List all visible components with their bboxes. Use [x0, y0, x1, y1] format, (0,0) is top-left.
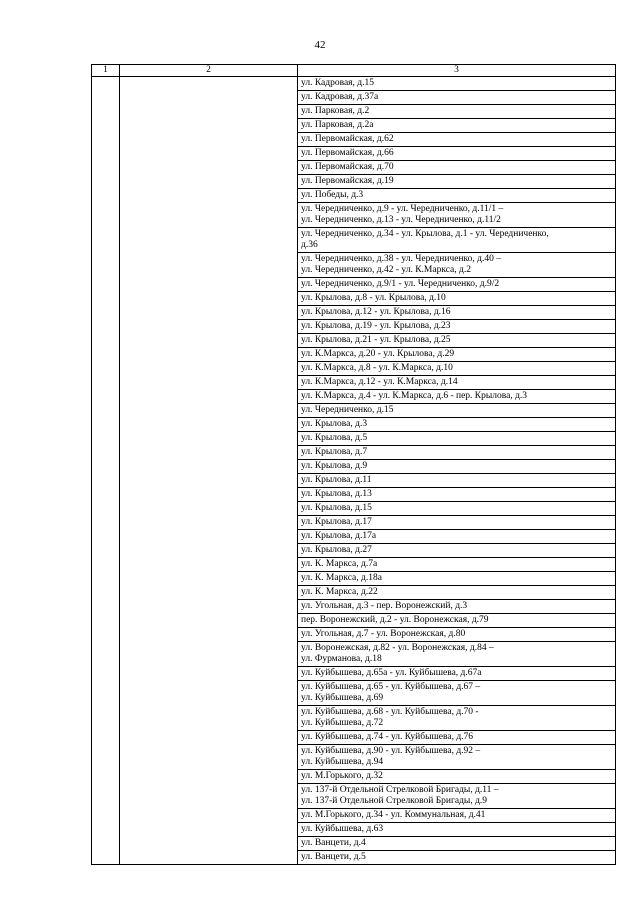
address-cell: [298, 544, 616, 558]
address-cell: [298, 731, 616, 745]
address-line: ул. Куйбышева, д.65 - ул. Куйбышева, д.67 –: [301, 682, 481, 692]
address-line: ул. Крылова, д.11: [301, 475, 372, 485]
address-line: ул. Парковая, д.2а: [301, 120, 374, 130]
address-line: ул. Первомайская, д.70: [301, 162, 394, 172]
address-line: ул. Куйбышева, д.94: [301, 757, 384, 767]
address-line: ул. 137-й Отдельной Стрелковой Бригады, д.11 –: [301, 785, 499, 795]
address-line: ул. Первомайская, д.62: [301, 134, 394, 144]
address-cell: [298, 189, 616, 203]
address-line: ул. Крылова, д.19 - ул. Крылова, д.23: [301, 321, 451, 331]
address-line: ул. Крылова, д.5: [301, 433, 368, 443]
address-cell: [298, 253, 616, 278]
address-line: ул. Победы, д.3: [301, 190, 364, 200]
address-cell: [298, 203, 616, 228]
address-line: ул. Куйбышева, д.69: [301, 693, 384, 703]
address-line: ул. К.Маркса, д.20 - ул. Крылова, д.29: [301, 349, 455, 359]
address-line: ул. Кадровая, д.37а: [301, 92, 379, 102]
address-cell: [298, 784, 616, 809]
address-cell: [298, 681, 616, 706]
address-line: ул. Чередниченко, д.9/1 - ул. Чередниченко, д.9/2: [301, 279, 500, 289]
address-line: ул. К.Маркса, д.12 - ул. К.Маркса, д.14: [301, 377, 458, 387]
address-cell: [298, 745, 616, 770]
address-line: ул. Куйбышева, д.68 - ул. Куйбышева, д.70 -: [301, 707, 479, 717]
address-cell: [298, 105, 616, 119]
address-cell: [298, 320, 616, 334]
address-cell: [298, 530, 616, 544]
address-line: ул. 137-й Отдельной Стрелковой Бригады, д.9: [301, 796, 488, 806]
address-cell: [298, 823, 616, 837]
address-line: ул. Крылова, д.17: [301, 517, 372, 527]
address-cell: [298, 614, 616, 628]
address-cell: [298, 432, 616, 446]
address-line: ул. Чередниченко, д.15: [301, 405, 394, 415]
address-line: ул. Крылова, д.15: [301, 503, 372, 513]
address-cell: [298, 628, 616, 642]
address-line: ул. Чередниченко, д.13 - ул. Чередниченко, д.11/2: [301, 215, 501, 225]
address-line: ул. Крылова, д.21 - ул. Крылова, д.25: [301, 335, 451, 345]
address-cell: [298, 770, 616, 784]
address-cell: [298, 175, 616, 189]
address-cell: [298, 292, 616, 306]
address-line: ул. Куйбышева, д.74 - ул. Куйбышева, д.76: [301, 732, 474, 742]
address-line: ул. Фурманова, д.18: [301, 654, 382, 664]
column-header-3: 3: [298, 65, 616, 77]
table-body: [92, 77, 616, 865]
address-line: ул. Крылова, д.7: [301, 447, 368, 457]
address-cell: [298, 348, 616, 362]
address-line: ул. Первомайская, д.19: [301, 176, 394, 186]
address-cell: [298, 837, 616, 851]
address-cell: [298, 390, 616, 404]
address-line: ул. Ванцети, д.5: [301, 852, 366, 862]
address-line: ул. Крылова, д.9: [301, 461, 368, 471]
address-cell: [298, 706, 616, 731]
address-line: ул. К. Маркса, д.18а: [301, 573, 382, 583]
address-cell: [298, 161, 616, 175]
address-line: ул. Крылова, д.8 - ул. Крылова, д.10: [301, 293, 446, 303]
address-cell: [298, 516, 616, 530]
address-table: [91, 64, 616, 865]
address-line: ул. К. Маркса, д.22: [301, 587, 378, 597]
address-cell: [298, 600, 616, 614]
page-number: 42: [314, 39, 326, 51]
address-cell: [298, 376, 616, 390]
address-line: ул. Крылова, д.12 - ул. Крылова, д.16: [301, 307, 451, 317]
address-line: ул. М.Горького, д.34 - ул. Коммунальная, д.41: [301, 810, 486, 820]
address-line: ул. Кадровая, д.15: [301, 78, 374, 88]
table-row: [92, 77, 616, 91]
address-cell: [298, 586, 616, 600]
address-cell: [298, 334, 616, 348]
address-line: ул. М.Горького, д.32: [301, 771, 383, 781]
table-header-row: [92, 65, 616, 77]
cell-col-1: [92, 77, 120, 865]
address-cell: [298, 77, 616, 91]
address-cell: [298, 851, 616, 865]
address-line: ул. Чередниченко, д.9 - ул. Чередниченко, д.11/1 –: [301, 204, 504, 214]
address-line: ул. Куйбышева, д.90 - ул. Куйбышева, д.92 –: [301, 746, 481, 756]
address-line: ул. Куйбышева, д.63: [301, 824, 384, 834]
address-cell: [298, 404, 616, 418]
address-line: ул. Ванцети, д.4: [301, 838, 366, 848]
cell-col-2: [120, 77, 298, 865]
address-line: ул. Куйбышева, д.72: [301, 718, 384, 728]
address-line: ул. Крылова, д.3: [301, 419, 368, 429]
address-cell: [298, 667, 616, 681]
address-line: ул. Угольная, д.3 - пер. Воронежский, д.3: [301, 601, 468, 611]
address-line: ул. Первомайская, д.66: [301, 148, 394, 158]
address-cell: [298, 306, 616, 320]
address-line: ул. Парковая, д.2: [301, 106, 370, 116]
address-cell: [298, 488, 616, 502]
address-line: ул. К. Маркса, д.7а: [301, 559, 378, 569]
address-cell: [298, 642, 616, 667]
column-header-1: 1: [92, 65, 120, 77]
address-cell: [298, 460, 616, 474]
address-cell: [298, 91, 616, 105]
address-line: д.36: [301, 240, 318, 250]
address-line: ул. Чередниченко, д.34 - ул. Крылова, д.1 - ул. Чередниченко,: [301, 229, 549, 239]
address-line: ул. Крылова, д.13: [301, 489, 372, 499]
address-cell: [298, 572, 616, 586]
address-line: ул. Чередниченко, д.38 - ул. Чередниченко, д.40 –: [301, 254, 501, 264]
address-cell: [298, 809, 616, 823]
address-cell: [298, 502, 616, 516]
address-cell: [298, 474, 616, 488]
address-cell: [298, 147, 616, 161]
address-line: ул. Куйбышева, д.65а - ул. Куйбышева, д.67а: [301, 668, 482, 678]
address-line: ул. Крылова, д.27: [301, 545, 372, 555]
address-cell: [298, 278, 616, 292]
address-cell: [298, 119, 616, 133]
address-line: ул. Крылова, д.17а: [301, 531, 377, 541]
address-cell: [298, 558, 616, 572]
address-line: ул. К.Маркса, д.4 - ул. К.Маркса, д.6 - пер. Крылова, д.3: [301, 391, 528, 401]
column-header-2: 2: [120, 65, 298, 77]
address-cell: [298, 133, 616, 147]
address-line: ул. Чередниченко, д.42 - ул. К.Маркса, д.2: [301, 265, 471, 275]
address-line: пер. Воронежский, д.2 - ул. Воронежская, д.79: [301, 615, 489, 625]
address-cell: [298, 228, 616, 253]
address-cell: [298, 418, 616, 432]
address-line: ул. К.Маркса, д.8 - ул. К.Маркса, д.10: [301, 363, 453, 373]
address-cell: [298, 446, 616, 460]
address-cell: [298, 362, 616, 376]
address-line: ул. Воронежская, д.82 - ул. Воронежская, д.84 –: [301, 643, 494, 653]
address-line: ул. Угольная, д.7 - ул. Воронежская, д.80: [301, 629, 466, 639]
